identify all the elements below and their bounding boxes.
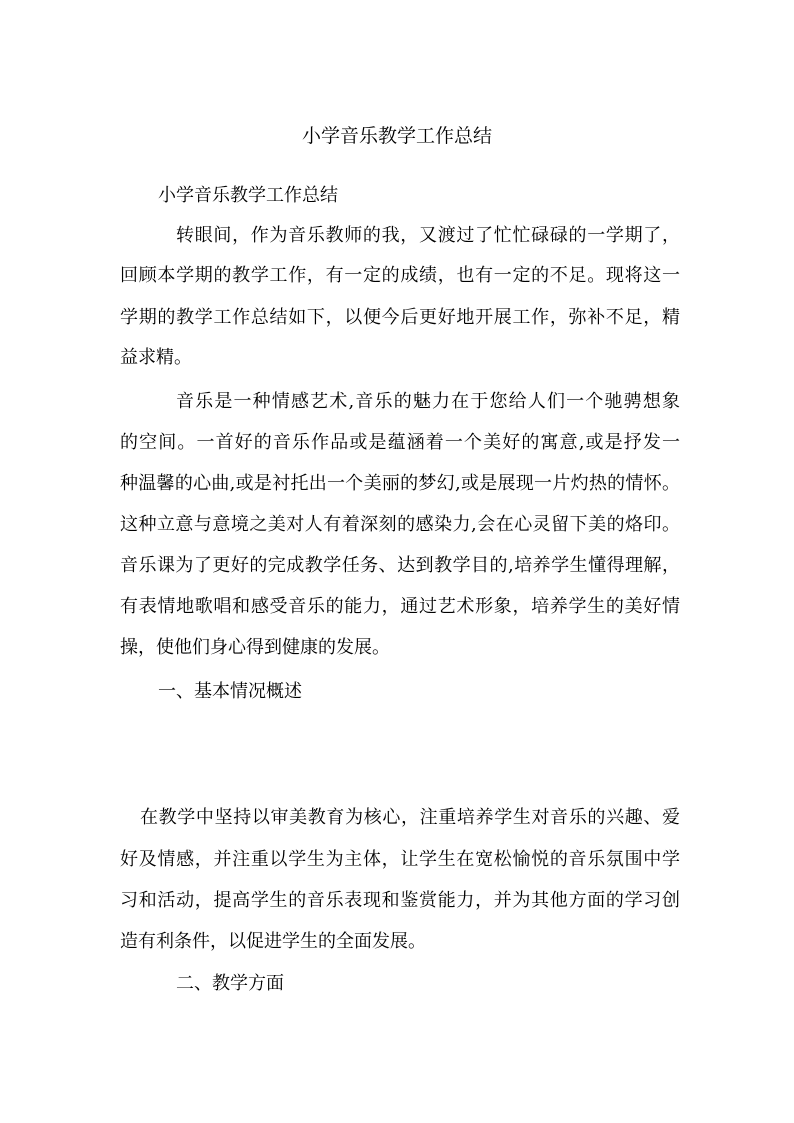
paragraph-3-line-2: 好及情感，并注重以学生为主体，让学生在宽松愉悦的音乐氛围中学 [120, 849, 680, 870]
section-heading-1: 一、基本情况概述 [158, 681, 302, 702]
paragraph-2-line-3: 种温馨的心曲,或是衬托出一个美丽的梦幻,或是展现一片灼热的情怀。 [120, 473, 680, 494]
paragraph-2-line-5: 音乐课为了更好的完成教学任务、达到教学目的,培养学生懂得理解， [120, 555, 680, 576]
paragraph-3-line-3: 习和活动，提高学生的音乐表现和鉴赏能力，并为其他方面的学习创 [120, 890, 680, 911]
paragraph-1-line-4: 益求精。 [120, 347, 192, 368]
paragraph-1-line-2: 回顾本学期的教学工作，有一定的成绩，也有一定的不足。现将这一 [120, 265, 680, 286]
paragraph-2-line-4: 这种立意与意境之美对人有着深刻的感染力,会在心灵留下美的烙印。 [120, 514, 680, 535]
section-heading-2: 二、教学方面 [176, 973, 284, 994]
paragraph-3-line-1: 在教学中坚持以审美教育为核心，注重培养学生对音乐的兴趣、爱 [140, 807, 680, 828]
paragraph-1-line-3: 学期的教学工作总结如下，以便今后更好地开展工作，弥补不足，精 [120, 307, 680, 328]
document-title: 小学音乐教学工作总结 [301, 125, 492, 147]
paragraph-2-line-6: 有表情地歌唱和感受音乐的能力，通过艺术形象，培养学生的美好情 [120, 596, 680, 617]
paragraph-3-line-4: 造有利条件，以促进学生的全面发展。 [120, 931, 426, 952]
paragraph-2-line-2: 的空间。一首好的音乐作品或是蕴涵着一个美好的寓意,或是抒发一 [120, 432, 680, 453]
paragraph-2-line-1: 音乐是一种情感艺术,音乐的魅力在于您给人们一个驰骋想象 [176, 391, 680, 412]
paragraph-1-line-1: 转眼间，作为音乐教师的我，又渡过了忙忙碌碌的一学期了， [176, 225, 680, 246]
document-subtitle: 小学音乐教学工作总结 [158, 185, 338, 206]
paragraph-2-line-7: 操，使他们身心得到健康的发展。 [120, 637, 390, 658]
